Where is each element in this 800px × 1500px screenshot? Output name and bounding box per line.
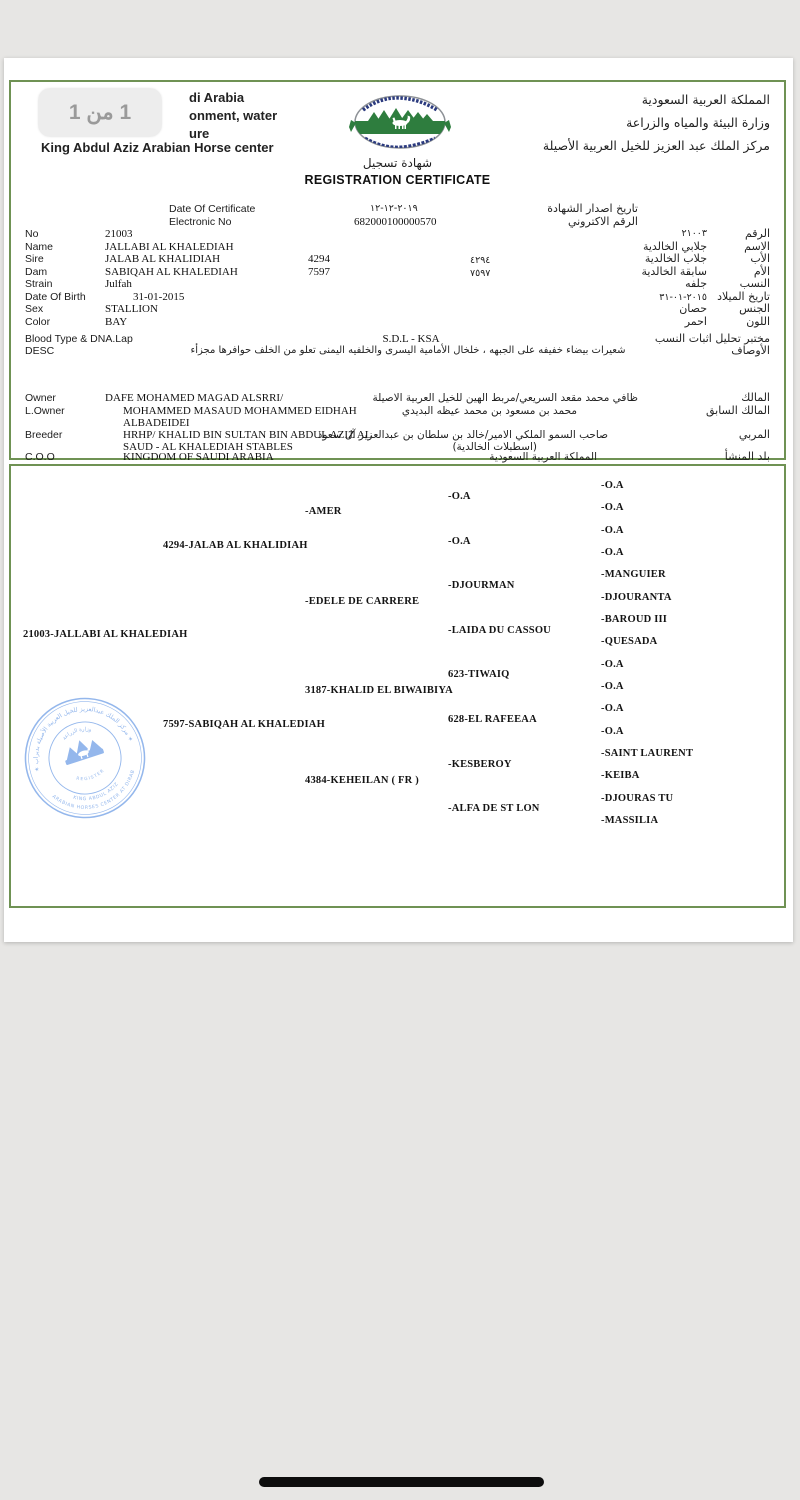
ministry-emblem-logo-icon bbox=[348, 92, 452, 154]
pedigree-node-gen3: -LAIDA DU CASSOU bbox=[448, 625, 551, 636]
value-ar-coo: المملكة العربية السعودية bbox=[489, 451, 597, 463]
pedigree-node-gen1: 7597-SABIQAH AL KHALEDIAH bbox=[163, 719, 325, 730]
value-electronic-no: 682000100000570 bbox=[354, 216, 437, 228]
pedigree-node-gen3: -DJOURMAN bbox=[448, 580, 515, 591]
pedigree-node-gen4: -QUESADA bbox=[601, 636, 658, 647]
header-org-name: King Abdul Aziz Arabian Horse center bbox=[41, 140, 274, 155]
pedigree-node-gen4: -DJOURAS TU bbox=[601, 793, 674, 804]
label-ar-coo: بلد المنشأ bbox=[724, 450, 770, 463]
label-ar-sex: الجنس bbox=[739, 302, 770, 315]
pedigree-node-gen4: -O.A bbox=[601, 659, 624, 670]
label-coo: C.O.O bbox=[25, 451, 55, 463]
value-ar-no: ٢١٠٠٣ bbox=[681, 228, 707, 239]
label-ar-l-owner: المالك السابق bbox=[705, 404, 770, 417]
pedigree-node-gen3: 628-EL RAFEEAA bbox=[448, 714, 537, 725]
value-ar-breeder-line2: (اسطبلات الخالدية) bbox=[452, 441, 537, 453]
label-ar-blood-type: مختبر تحليل اثبات النسب bbox=[654, 332, 770, 345]
value-dam-number: 7597 bbox=[308, 266, 330, 278]
pedigree-node-gen3: 623-TIWAIQ bbox=[448, 669, 510, 680]
svg-text:KING ABDUL AZIZ bbox=[71, 780, 122, 808]
header-right-line3: مركز الملك عبد العزيز للخيل العربية الأصيلة bbox=[542, 138, 770, 153]
stamp-arc-top-arabic: ✶ مركز الملك عبدالعزيز للخيل العربية الأصيلة بديراب ✶ bbox=[32, 705, 135, 773]
value-ar-date-of-birth: ٢٠١٥-٠١-٣١ bbox=[659, 292, 707, 303]
page-number-label: 1 من 1 bbox=[68, 101, 132, 124]
header-right-line2: وزارة البيئة والمياه والزراعة bbox=[626, 115, 770, 130]
label-no: No bbox=[25, 228, 39, 240]
value-ar-l-owner: محمد بن مسعود بن محمد عيظه البديدي bbox=[401, 405, 577, 417]
header-left-line1: di Arabia bbox=[189, 90, 245, 105]
value-ar-breeder-line1: صاحب السمو الملكي الامير/خالد بن سلطان بن عبدالعزيز آل سعود bbox=[317, 429, 608, 441]
label-ar-sire: الأب bbox=[750, 252, 770, 265]
pedigree-node-gen4: -O.A bbox=[601, 547, 624, 558]
stamp-inner-top-arabic: وزارة الزراعة bbox=[61, 726, 92, 742]
pedigree-node-gen4: -BAROUD III bbox=[601, 614, 668, 625]
pedigree-node-gen3: -O.A bbox=[448, 491, 471, 502]
label-breeder: Breeder bbox=[25, 429, 63, 441]
pedigree-node-gen4: -DJOURANTA bbox=[601, 592, 672, 603]
svg-text:REGISTER bbox=[74, 766, 107, 785]
pedigree-node-gen4: -SAINT LAURENT bbox=[601, 748, 694, 759]
stamp-register-label: REGISTER bbox=[75, 768, 107, 783]
pedigree-node-gen4: -O.A bbox=[601, 480, 624, 491]
value-l-owner-line1: MOHAMMED MASAUD MOHAMMED EIDHAH bbox=[123, 405, 357, 417]
value-owner: DAFE MOHAMED MAGAD ALSRRI/ bbox=[105, 392, 284, 404]
value-ar-dam: سابقة الخالدية bbox=[641, 265, 707, 278]
value-color: BAY bbox=[105, 316, 128, 328]
label-ar-breeder: المربي bbox=[738, 428, 770, 441]
pedigree-node-gen4: -KEIBA bbox=[601, 770, 640, 781]
certificate-header-box bbox=[9, 80, 786, 463]
label-date-of-certificate: Date Of Certificate bbox=[169, 203, 256, 215]
pedigree-box bbox=[9, 464, 786, 908]
svg-text:وزارة الزراعة bbox=[60, 723, 94, 742]
value-ar-color: احمر bbox=[684, 315, 707, 328]
label-ar-strain: النسب bbox=[739, 277, 770, 290]
label-desc: DESC bbox=[25, 345, 55, 357]
header-right-line1: المملكة العربية السعودية bbox=[641, 92, 770, 107]
label-sex: Sex bbox=[25, 303, 44, 315]
label-owner: Owner bbox=[25, 392, 56, 404]
label-ar-dam: الأم bbox=[753, 265, 770, 278]
label-sire: Sire bbox=[25, 253, 44, 265]
label-ar-no: الرقم bbox=[744, 227, 770, 240]
pedigree-node-gen2: 4384-KEHEILAN ( FR ) bbox=[305, 775, 419, 786]
stamp-arc-bottom-outer: ARABIAN HORSES CENTER AT DIRAB bbox=[50, 769, 137, 811]
pedigree-node-gen4: -O.A bbox=[601, 525, 624, 536]
value-ar-sex: حصان bbox=[679, 302, 707, 315]
pedigree-node-gen4: -MANGUIER bbox=[601, 569, 666, 580]
label-ar-color: اللون bbox=[746, 315, 770, 328]
value-ar-sire: جلاب الخالدية bbox=[644, 252, 707, 265]
certificate-title-arabic: شهادة تسجيل bbox=[362, 156, 433, 170]
page-number-indicator bbox=[38, 88, 162, 137]
stamp-arc-bottom-inner: KING ABDUL AZIZ bbox=[72, 781, 120, 803]
pedigree-node-gen2: -AMER bbox=[305, 506, 342, 517]
registration-stamp-seal-icon bbox=[7, 680, 163, 836]
label-l-owner: L.Owner bbox=[25, 405, 65, 417]
label-ar-date-of-certificate: تاريخ اصدار الشهادة bbox=[547, 202, 638, 215]
home-indicator-bar[interactable] bbox=[259, 1477, 544, 1487]
document-page[interactable] bbox=[4, 58, 793, 942]
value-breeder-line2: SAUD - AL KHALEDIAH STABLES bbox=[123, 441, 293, 453]
value-breeder-line1: HRHP/ KHALID BIN SULTAN BIN ABDUL AZIZ AL bbox=[123, 429, 372, 441]
label-dam: Dam bbox=[25, 266, 48, 278]
label-ar-desc: الأوصاف bbox=[731, 344, 770, 357]
pedigree-node-gen0: 21003-JALLABI AL KHALEDIAH bbox=[23, 629, 188, 640]
pedigree-node-gen2: -EDELE DE CARRERE bbox=[305, 596, 420, 607]
value-dam: SABIQAH AL KHALEDIAH bbox=[105, 266, 238, 278]
value-ar-desc: شعيرات بيضاء خفيفه على الجبهه ، خلخال الأمامية اليسرى والخلفيه اليمنى تعلو من الخلف حوافرها مجزأء bbox=[190, 345, 626, 356]
value-no: 21003 bbox=[105, 228, 133, 240]
value-sire: JALAB AL KHALIDIAH bbox=[105, 253, 221, 265]
value-blood-type: S.D.L - KSA bbox=[382, 333, 440, 345]
value-name: JALLABI AL KHALEDIAH bbox=[105, 241, 234, 253]
pedigree-node-gen3: -O.A bbox=[448, 536, 471, 547]
pedigree-node-gen3: -KESBEROY bbox=[448, 759, 512, 770]
pedigree-node-gen4: -O.A bbox=[601, 502, 624, 513]
pedigree-node-gen1: 4294-JALAB AL KHALIDIAH bbox=[163, 540, 308, 551]
value-ar-owner: ظافي محمد مقعد السريعي/مربط الهين للخيل العربية الاصيلة bbox=[372, 392, 638, 404]
value-sire-number: 4294 bbox=[308, 253, 330, 265]
header-left-line3: ure bbox=[189, 126, 210, 141]
label-ar-name: الاسم bbox=[744, 240, 770, 253]
certificate-title-english: REGISTRATION CERTIFICATE bbox=[304, 173, 491, 187]
value-dam-number-arabic: ٧٥٩٧ bbox=[470, 268, 491, 279]
label-name: Name bbox=[25, 241, 54, 253]
pedigree-node-gen4: -O.A bbox=[601, 726, 624, 737]
label-strain: Strain bbox=[25, 278, 53, 290]
value-date-of-certificate: ٢٠١٩-١٢-١٢ bbox=[370, 203, 418, 214]
pedigree-node-gen2: 3187-KHALID EL BIWAIBIYA bbox=[305, 685, 453, 696]
pedigree-node-gen4: -MASSILIA bbox=[601, 815, 659, 826]
value-coo: KINGDOM OF SAUDI ARABIA bbox=[123, 451, 274, 463]
pedigree-node-gen3: -ALFA DE ST LON bbox=[448, 803, 540, 814]
value-sire-number-arabic: ٤٢٩٤ bbox=[470, 255, 491, 266]
value-ar-name: جلابي الخالدية bbox=[642, 240, 707, 253]
label-ar-electronic-no: الرقم الاكتروني bbox=[567, 215, 638, 228]
label-ar-date-of-birth: تاريخ الميلاد bbox=[717, 290, 770, 303]
label-color: Color bbox=[25, 316, 51, 328]
value-ar-strain: جلفه bbox=[685, 277, 707, 290]
label-blood-type: Blood Type & DNA.Lap bbox=[25, 333, 133, 345]
label-ar-owner: المالك bbox=[741, 391, 770, 404]
pedigree-node-gen4: -O.A bbox=[601, 681, 624, 692]
pedigree-node-gen4: -O.A bbox=[601, 703, 624, 714]
label-date-of-birth: Date Of Birth bbox=[25, 291, 86, 303]
value-date-of-birth: 31-01-2015 bbox=[133, 291, 185, 303]
label-electronic-no: Electronic No bbox=[169, 216, 232, 228]
value-l-owner-line2: ALBADEIDEI bbox=[123, 417, 190, 429]
value-strain: Julfah bbox=[105, 278, 132, 290]
value-sex: STALLION bbox=[105, 303, 158, 315]
header-left-line2: onment, water bbox=[189, 108, 278, 123]
